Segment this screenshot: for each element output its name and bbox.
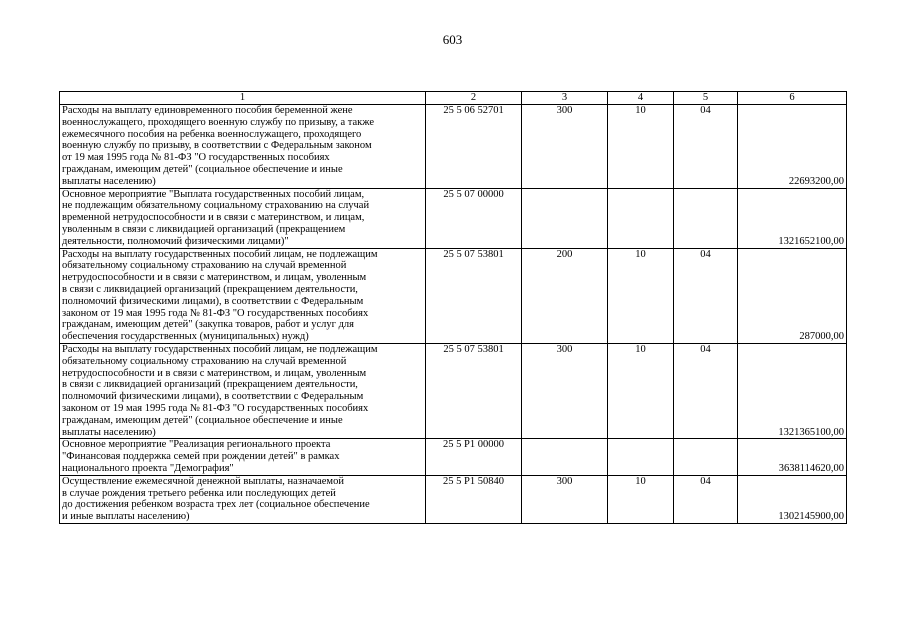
row-subsection: 04 bbox=[674, 343, 738, 438]
row-amount: 1321365100,00 bbox=[738, 343, 847, 438]
row-subsection bbox=[674, 188, 738, 248]
row-expense-type: 300 bbox=[522, 475, 608, 523]
row-description: Расходы на выплату государственных пособий лицам, не подлежащим обязательному социальному страхованию на случай временной нетрудоспособности и в связи с материнством, и лицам, уволенным в связи с ликвидацией организаций (прекращением деятельности, полномочий физическими лицами), в соответствии с Федеральным законом от 19 мая 1995 года № 81-ФЗ "О государственных пособиях гражданам, имеющим детей" (социальное обеспечение и иные выплаты населению) bbox=[60, 343, 426, 438]
column-header: 6 bbox=[738, 92, 847, 105]
table-header-row bbox=[60, 92, 847, 105]
column-header: 3 bbox=[522, 92, 608, 105]
row-description: Расходы на выплату государственных пособий лицам, не подлежащим обязательному социальному страхованию на случай временной нетрудоспособности и в связи с материнством, и лицам, уволенным в связи с ликвидацией организаций (прекращением деятельности, полномочий физическими лицами), в соответствии с Федеральным законом от 19 мая 1995 года № 81-ФЗ "О государственных пособиях гражданам, имеющим детей" (закупка товаров, работ и услуг для обеспечения государственных (муниципальных) нужд) bbox=[60, 248, 426, 343]
budget-table bbox=[59, 91, 847, 524]
row-section bbox=[608, 188, 674, 248]
row-amount: 1321652100,00 bbox=[738, 188, 847, 248]
column-header: 1 bbox=[60, 92, 426, 105]
row-expense-type: 200 bbox=[522, 248, 608, 343]
row-subsection: 04 bbox=[674, 475, 738, 523]
row-code: 25 5 06 52701 bbox=[426, 105, 522, 189]
table-row bbox=[60, 105, 847, 189]
table-row bbox=[60, 343, 847, 438]
table-row bbox=[60, 248, 847, 343]
row-amount: 287000,00 bbox=[738, 248, 847, 343]
row-subsection: 04 bbox=[674, 105, 738, 189]
column-header: 4 bbox=[608, 92, 674, 105]
row-section: 10 bbox=[608, 343, 674, 438]
row-description: Расходы на выплату единовременного пособия беременной жене военнослужащего, проходящего военную службу по призыву, а также ежемесячного пособия на ребенка военнослужащего, проходящего военную службу по призыву, в соответствии с Федеральным законом от 19 мая 1995 года № 81-ФЗ "О государственных пособиях гражданам, имеющим детей" (социальное обеспечение и иные выплаты населению) bbox=[60, 105, 426, 189]
column-header: 5 bbox=[674, 92, 738, 105]
row-section: 10 bbox=[608, 248, 674, 343]
table-row bbox=[60, 439, 847, 475]
row-expense-type: 300 bbox=[522, 105, 608, 189]
table-row bbox=[60, 475, 847, 523]
row-code: 25 5 P1 50840 bbox=[426, 475, 522, 523]
row-expense-type bbox=[522, 188, 608, 248]
row-description: Осуществление ежемесячной денежной выплаты, назначаемой в случае рождения третьего ребенка или последующих детей до достижения ребенком возраста трех лет (социальное обеспечение и иные выплаты населению) bbox=[60, 475, 426, 523]
row-subsection: 04 bbox=[674, 248, 738, 343]
row-code: 25 5 07 00000 bbox=[426, 188, 522, 248]
row-subsection bbox=[674, 439, 738, 475]
row-amount: 22693200,00 bbox=[738, 105, 847, 189]
row-section: 10 bbox=[608, 475, 674, 523]
row-amount: 3638114620,00 bbox=[738, 439, 847, 475]
column-header: 2 bbox=[426, 92, 522, 105]
row-expense-type bbox=[522, 439, 608, 475]
table-row bbox=[60, 188, 847, 248]
row-description: Основное мероприятие "Выплата государственных пособий лицам, не подлежащим обязательному социальному страхованию на случай временной нетрудоспособности и в связи с материнством, и лицам, уволенным в связи с ликвидацией организаций (прекращением деятельности, полномочий физическими лицами)" bbox=[60, 188, 426, 248]
row-section: 10 bbox=[608, 105, 674, 189]
row-code: 25 5 07 53801 bbox=[426, 343, 522, 438]
row-expense-type: 300 bbox=[522, 343, 608, 438]
page-number: 603 bbox=[442, 32, 463, 47]
row-amount: 1302145900,00 bbox=[738, 475, 847, 523]
row-section bbox=[608, 439, 674, 475]
row-code: 25 5 07 53801 bbox=[426, 248, 522, 343]
row-code: 25 5 P1 00000 bbox=[426, 439, 522, 475]
row-description: Основное мероприятие "Реализация регионального проекта "Финансовая поддержка семей при рождении детей" в рамках национального проекта "Демография" bbox=[60, 439, 426, 475]
